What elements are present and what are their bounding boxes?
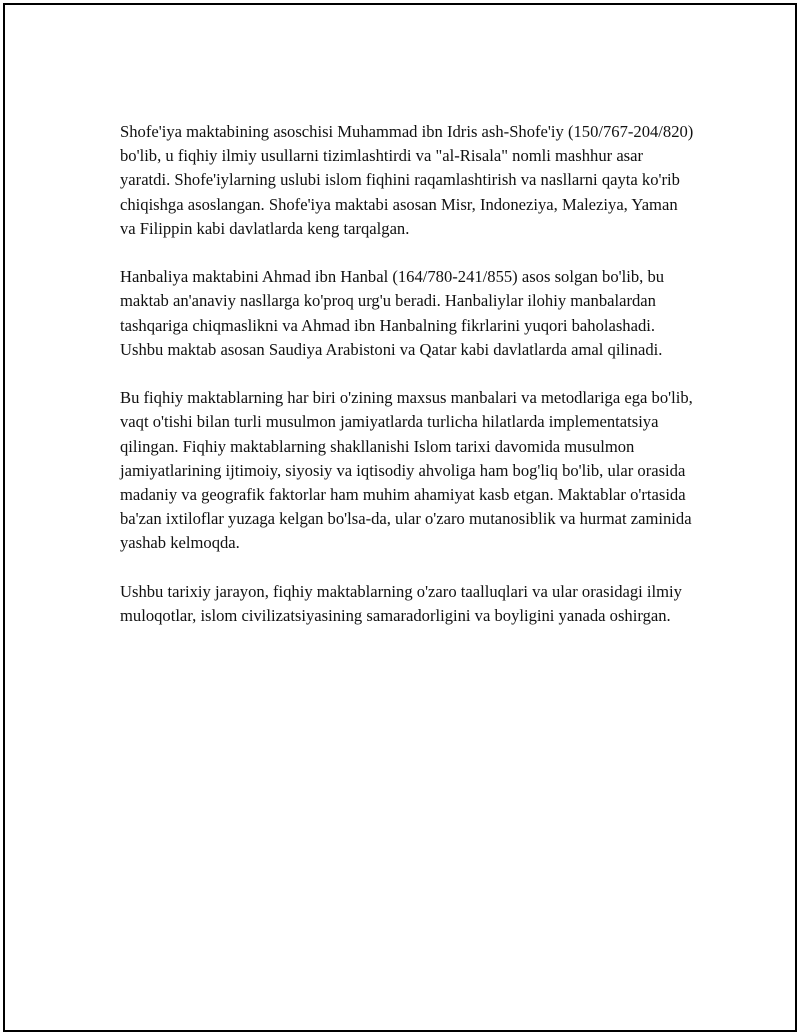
paragraph-conclusion: Ushbu tarixiy jarayon, fiqhiy maktablarning o'zaro taalluqlari va ular orasidagi ilmiy muloqotlar, islom civilizatsiyasining samaradorligini va boyligini yanada oshirgan. xyxy=(120,581,682,626)
paragraph-shafiiya: Shofe'iya maktabining asoschisi Muhammad ibn Idris ash-Shofe'iy (150/767-204/820) bo'lib, u fiqhiy ilmiy usullarni tizimlashtirdi va "al-Risala" nomli mashhur asar yaratdi. Shofe'iylarning uslubi islom fiqhini raqamlashtirish va nasllarni qayta ko'rib chiqishga asoslangan. Shofe'iya maktabi asosan Misr, Indoneziya, Maleziya, Yaman va Filippin kabi davlatlarda keng tarqalgan. xyxy=(120,122,694,238)
document-body xyxy=(120,120,695,652)
paragraph-schools-development: Bu fiqhiy maktablarning har biri o'zining maxsus manbalari va metodlariga ega bo'lib, vaqt o'tishi bilan turli musulmon jamiyatlarda turlicha hilatlarda implementatsiya qilingan. Fiqhiy maktablarning shakllanishi Islom tarixi davomida musulmon jamiyatlarining ijtimoiy, siyosiy va iqtisodiy ahvoliga ham bog'liq bo'lib, ular orasida madaniy va geografik faktorlar ham muhim ahamiyat kasb etgan. Maktablar o'rtasida ba'zan ixtiloflar yuzaga kelgan bo'lsa-da, ular o'zaro mutanosiblik va hurmat zaminida yashab kelmoqda. xyxy=(120,388,693,553)
paragraph-hanbaliya: Hanbaliya maktabini Ahmad ibn Hanbal (164/780-241/855) asos solgan bo'lib, bu maktab an'anaviy nasllarga ko'proq urg'u beradi. Hanbaliylar ilohiy manbalardan tashqariga chiqmaslikni va Ahmad ibn Hanbalning fikrlarini yuqori baholashadi. Ushbu maktab asosan Saudiya Arabistoni va Qatar kabi davlatlarda amal qilinadi. xyxy=(120,267,665,359)
document-page xyxy=(3,3,797,1032)
